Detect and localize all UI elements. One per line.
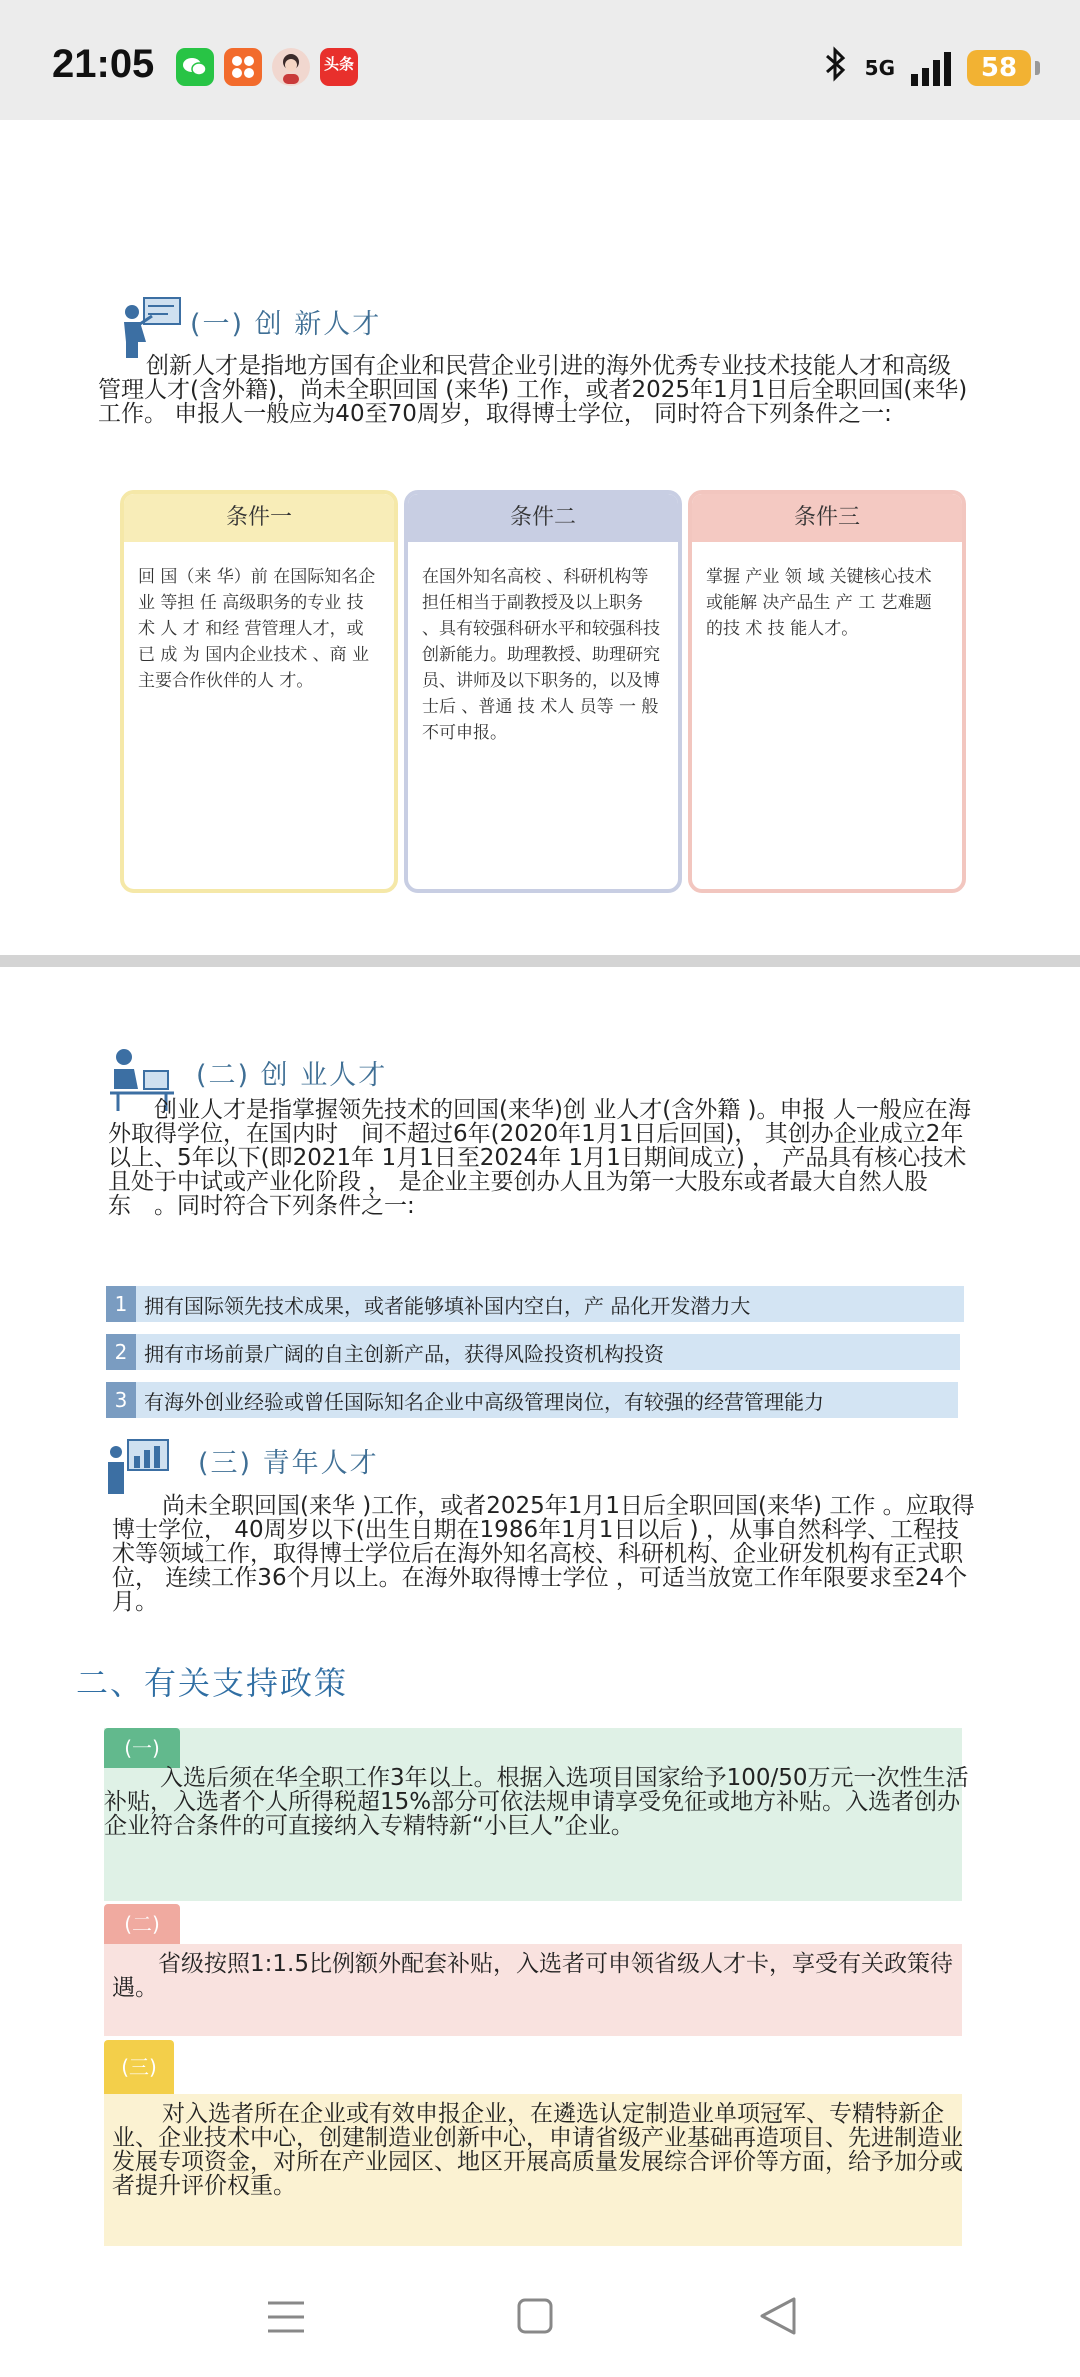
policy-text-2: 省级按照1:1.5比例额外配套补贴，入选者可申领省级人才卡，享受有关政策待遇。 (112, 1951, 953, 2001)
wechat-icon (176, 48, 214, 86)
toutiao-label: 头条 (323, 55, 354, 73)
page-divider (0, 955, 1080, 967)
condition-card-1 (120, 490, 398, 893)
condition-number: 2 (106, 1334, 136, 1370)
bluetooth-icon (823, 46, 849, 91)
avatar-icon (272, 48, 310, 86)
policy-tab-2: (二) (104, 1904, 180, 1944)
chart-board-icon (104, 1436, 174, 1500)
policy-tab-3: (三) (104, 2040, 174, 2094)
condition-row-3 (106, 1382, 958, 1418)
card-title: 条件二 (408, 494, 678, 542)
back-triangle-icon[interactable] (758, 2295, 798, 2337)
card-text: 掌握 产业 领 域 关键核心技术或能解 决产品生 产 工 艺难题的技 术 技 能人才。 (706, 567, 932, 639)
condition-row-1 (106, 1286, 964, 1322)
card-text: 回 国（来 华）前 在国际知名企业 等担 任 高级职务的专业 技术 人 才 和经 营管理人才，或 已 成 为 国内企业技术 、商 业主要合作伙伴的人 才。 (138, 567, 376, 691)
signal-icon (911, 50, 951, 86)
condition-number: 3 (106, 1382, 136, 1418)
condition-text: 拥有市场前景广阔的自主创新产品，获得风险投资机构投资 (144, 1341, 664, 1366)
card-title: 条件一 (124, 494, 394, 542)
condition-card-3 (688, 490, 966, 893)
app-grid-icon (224, 48, 262, 86)
condition-text: 拥有国际领先技术成果，或者能够填补国内空白，产 品化开发潜力大 (144, 1293, 751, 1318)
condition-card-2 (404, 490, 682, 893)
policy-text-1: 入选后须在华全职工作3年以上。根据入选项目国家给予100/50万元一次性生活补贴，入选者个人所得税超15%部分可依法规申请享受免征或地方补贴。入选者创办企业符合条件的可直接纳入专精特新“小巨人”企业。 (104, 1765, 969, 1839)
section-title-innovation: (一) 创 新人才 (190, 309, 382, 340)
card-title: 条件三 (692, 494, 962, 542)
document-page-1 (0, 120, 1080, 955)
home-square-icon[interactable] (516, 2297, 554, 2335)
section-intro-young: 尚未全职回国(来华 )工作，或者2025年1月1日后全职回国(来华) 工作 。应取得博士学位， 40周岁以下(出生日期在1986年1月1日以后 ) ，从事自然科学、工程技术等领域工作，取得博士学位后在海外知名高校、科研机构、企业研发机构有正式职位， 连续工作36个月以上。在海外取得博士学位 ，可适当放宽工作年限要求至24个月。 (112, 1493, 975, 1615)
section-title-young: (三) 青年人才 (198, 1448, 379, 1479)
system-nav-bar (0, 2257, 1080, 2377)
policy-text-3: 对入选者所在企业或有效申报企业，在遴选认定制造业单项冠军、专精特新企业、企业技术中心，创建制造业创新中心，申请省级产业基础再造项目、先进制造业发展专项资金，对所在产业园区、地区开展高质量发展综合评价等方面，给予加分或者提升评价权重。 (112, 2101, 963, 2199)
battery-icon: 58 (967, 50, 1031, 86)
condition-text: 有海外创业经验或曾任国际知名企业中高级管理岗位，有较强的经营管理能力 (144, 1389, 824, 1414)
toutiao-icon (320, 48, 358, 86)
section-intro-innovation: 创新人才是指地方国有企业和民营企业引进的海外优秀专业技术技能人才和高级管理人才(含外籍)，尚未全职回国 (来华) 工作，或者2025年1月1日后全职回国(来华)工作。 申报人一般应为40至70周岁，取得博士学位， 同时符合下列条件之一: (98, 353, 968, 427)
status-time: 21:05 (52, 42, 155, 86)
condition-row-2 (106, 1334, 960, 1370)
status-indicators (823, 46, 1040, 90)
menu-icon[interactable] (266, 2297, 306, 2337)
section-intro-entrepreneur: 创业人才是指掌握领先技术的回国(来华)创 业人才(含外籍 )。申报 人一般应在海外取得学位，在国内时 间不超过6年(2020年1月1日后回国)， 其创办企业成立2年以上、5年以下(即2021年 1月1日至2024年 1月1日期间成立) ， 产品具有核心技术且处于中试或产业化阶段 ， 是企业主要创办人且为第一大股东或者最大自然人股东 。同时符合下列条件之一: (108, 1097, 971, 1219)
card-text: 在国外知名高校 、科研机构等担任相当于副教授及以上职务 、具有较强科研水平和较强科技创新能力。助理教授、助理研究员、讲师及以下职务的，以及博士后 、普通 技 术人 员等 一 般不可申报。 (422, 567, 660, 743)
network-type: 5G (864, 56, 895, 80)
condition-number: 1 (106, 1286, 136, 1322)
status-bar (0, 0, 1080, 120)
policy-heading: 二、有关支持政策 (76, 1664, 349, 1702)
policy-tab-1: (一) (104, 1728, 180, 1768)
section-title-entrepreneur: (二) 创 业人才 (196, 1060, 388, 1091)
battery-tip (1035, 61, 1040, 75)
